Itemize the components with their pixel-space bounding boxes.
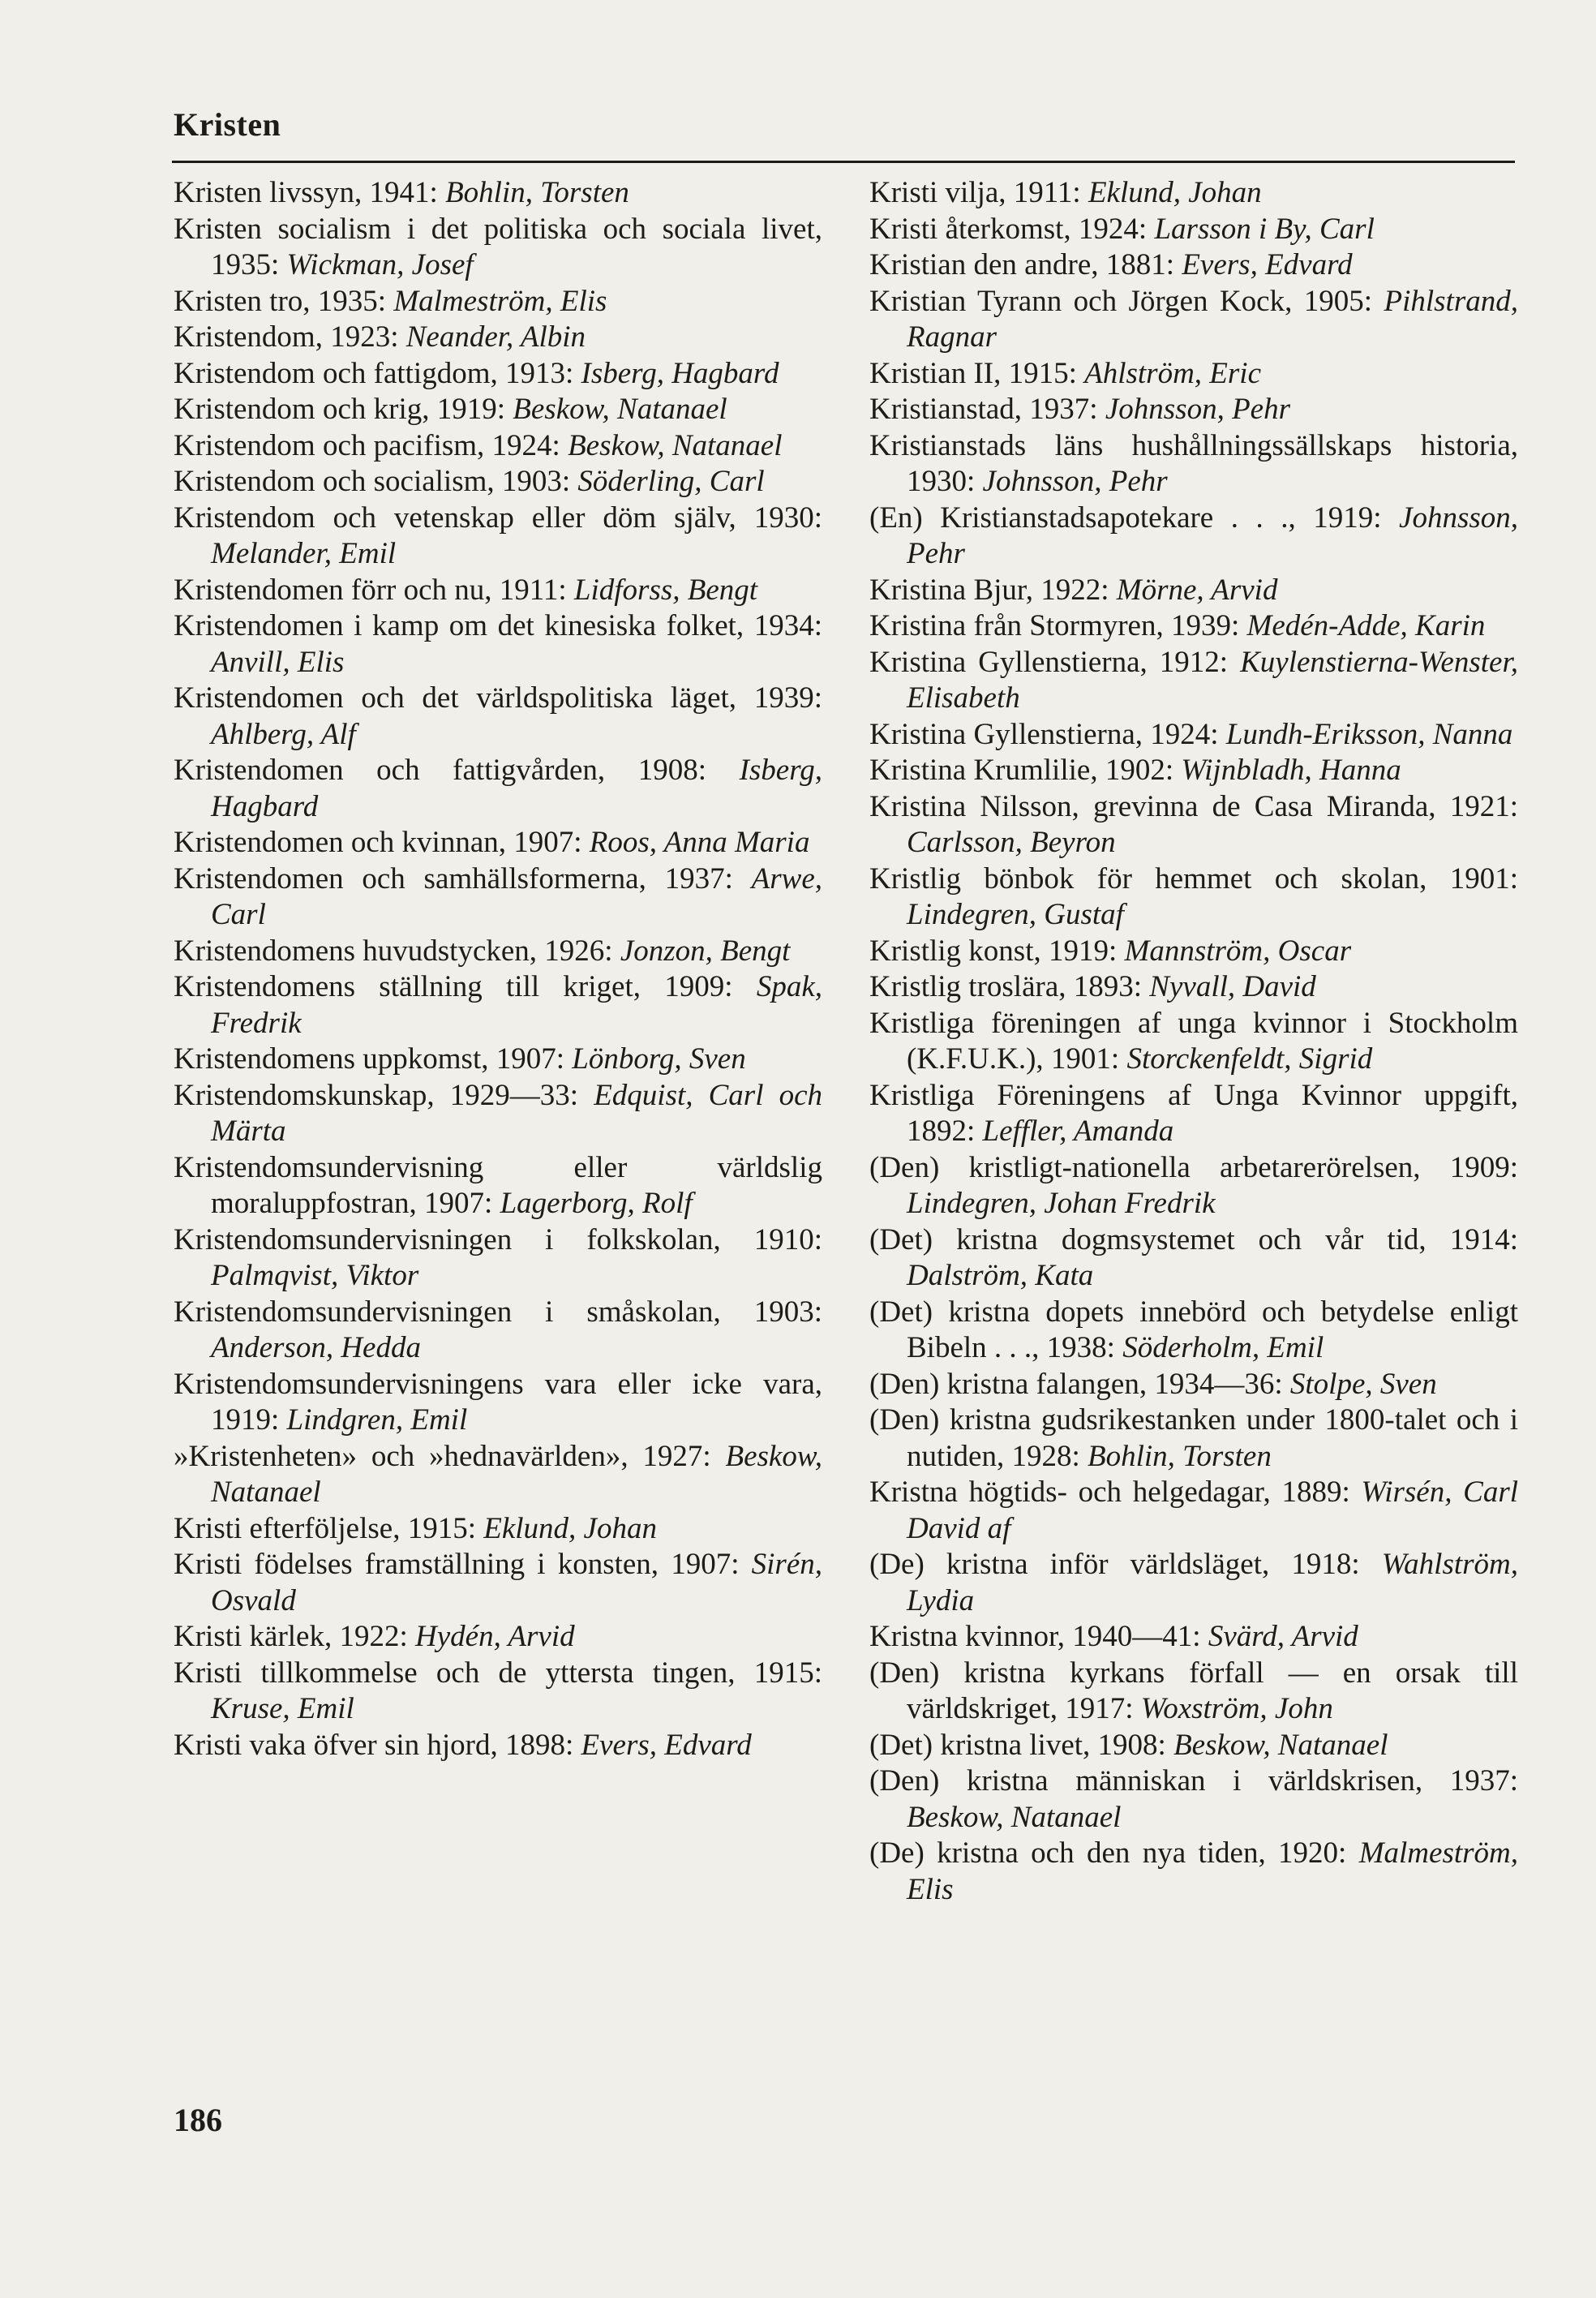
catalog-entry [869, 861, 1518, 934]
catalog-entry [174, 464, 822, 500]
entry-author: Wickman, Josef [286, 248, 474, 281]
entry-title: Kristen tro, 1935: [174, 284, 394, 318]
catalog-entry [869, 645, 1518, 717]
entry-title: Kristen livssyn, 1941: [174, 176, 446, 209]
entry-author: Beskow, Natanael [513, 393, 727, 426]
catalog-entry [869, 1367, 1518, 1403]
catalog-entry [869, 1656, 1518, 1728]
catalog-entry [174, 1728, 822, 1764]
entry-author: Wirsén, Carl David af [907, 1475, 1518, 1545]
entry-author: Edquist, Carl och Märta [211, 1078, 823, 1148]
entry-title: (Den) kristna gudsrikestanken under 1800-talet och i nutiden, 1928: [869, 1403, 1518, 1473]
catalog-entry [869, 1150, 1518, 1222]
catalog-entry [869, 1619, 1518, 1656]
entry-title: Kristina Gyllenstierna, 1912: [869, 645, 1241, 679]
catalog-entry [174, 392, 822, 428]
entry-author: Malmeström, Elis [393, 284, 607, 318]
catalog-entry [869, 1222, 1518, 1295]
entry-title: (De) kristna och den nya tiden, 1920: [869, 1836, 1359, 1870]
entry-author: Wahlström, Lydia [907, 1548, 1518, 1617]
entry-title: Kristlig konst, 1919: [869, 934, 1125, 968]
entry-author: Bohlin, Torsten [445, 176, 629, 209]
entry-title: Kristendom och socialism, 1903: [174, 465, 578, 498]
entry-author: Lindgren, Emil [286, 1403, 468, 1437]
entry-author: Johnsson, Pehr [1105, 393, 1290, 426]
entry-title: Kristina Bjur, 1922: [869, 573, 1117, 607]
entry-author: Isberg, Hagbard [211, 754, 822, 823]
entry-title: Kristlig bönbok för hemmet och skolan, 1901: [869, 861, 1518, 896]
entry-author: Leffler, Amanda [982, 1115, 1174, 1148]
entry-author: Lundh-Eriksson, Nanna [1225, 717, 1513, 751]
entry-author: Stolpe, Sven [1289, 1367, 1437, 1401]
catalog-entry [869, 284, 1518, 356]
catalog-entry [174, 1439, 822, 1511]
entry-title: Kristina Nilsson, grevinna de Casa Miranda, 1921: [869, 789, 1518, 823]
catalog-entry [869, 608, 1518, 645]
entry-author: Kuylenstierna-Wenster, Elisabeth [907, 645, 1518, 715]
entry-title: Kristendomens uppkomst, 1907: [174, 1042, 573, 1076]
catalog-entry [869, 1836, 1518, 1908]
catalog-entry [869, 247, 1518, 284]
entry-title: Kristendomens huvudstycken, 1926: [174, 934, 620, 968]
page-number: 186 [174, 2102, 222, 2138]
catalog-entry [174, 428, 822, 465]
entry-title: Kristi kärlek, 1922: [174, 1620, 416, 1653]
catalog-entry [174, 1295, 822, 1367]
entry-author: Woxström, John [1140, 1692, 1333, 1725]
entry-author: Medén-Adde, Karin [1246, 609, 1486, 642]
entry-title: Kristendom, 1923: [174, 320, 406, 354]
entry-author: Svärd, Arvid [1208, 1620, 1358, 1653]
catalog-entry [869, 392, 1518, 428]
entry-title: Kristi vaka öfver sin hjord, 1898: [174, 1728, 581, 1762]
catalog-entry [869, 175, 1518, 212]
catalog-entry [869, 428, 1518, 500]
catalog-entry [174, 753, 822, 825]
catalog-entry [174, 320, 822, 356]
entry-title: (Det) kristna dopets innebörd och betydelse enligt Bibeln . . ., 1938: [869, 1295, 1518, 1364]
entry-author: Evers, Edvard [1182, 248, 1353, 281]
entry-title: Kristendomen förr och nu, 1911: [174, 573, 574, 607]
running-head: Kristen [174, 106, 281, 143]
entry-author: Roos, Anna Maria [589, 826, 810, 859]
entry-title: Kristian Tyrann och Jörgen Kock, 1905: [869, 284, 1384, 318]
left-column [174, 175, 822, 1763]
entry-author: Lindegren, Gustaf [907, 898, 1124, 931]
entry-title: Kristina från Stormyren, 1939: [869, 609, 1247, 642]
entry-author: Eklund, Johan [483, 1511, 657, 1545]
catalog-entry [869, 1763, 1518, 1836]
catalog-entry [869, 1295, 1518, 1367]
catalog-entry [869, 573, 1518, 609]
catalog-entry [174, 969, 822, 1042]
entry-title: Kristliga Föreningens af Unga Kvinnor uppgift, 1892: [869, 1078, 1518, 1148]
entry-title: Kristendomsundervisningen i småskolan, 1903: [174, 1295, 822, 1329]
header-rule [172, 161, 1515, 163]
catalog-entry [174, 1547, 822, 1619]
entry-title: Kristna kvinnor, 1940—41: [869, 1620, 1208, 1653]
catalog-entry [869, 1475, 1518, 1547]
entry-title: Kristendomskunskap, 1929—33: [174, 1078, 594, 1112]
catalog-entry [174, 212, 822, 284]
catalog-entry [174, 1042, 822, 1078]
entry-title: Kristlig troslära, 1893: [869, 970, 1150, 1003]
entry-author: Lidforss, Bengt [573, 573, 758, 607]
entry-title: Kristian II, 1915: [869, 356, 1085, 390]
catalog-entry [174, 284, 822, 320]
entry-title: Kristina Gyllenstierna, 1924: [869, 717, 1226, 751]
entry-author: Isberg, Hagbard [581, 356, 779, 390]
entry-author: Mörne, Arvid [1116, 573, 1278, 607]
entry-author: Larsson i By, Carl [1154, 212, 1375, 246]
entry-author: Nyvall, David [1149, 970, 1316, 1003]
entry-author: Anvill, Elis [211, 645, 345, 679]
entry-author: Johnsson, Pehr [982, 465, 1168, 498]
entry-author: Beskow, Natanael [568, 428, 783, 462]
entry-author: Dalström, Kata [907, 1259, 1094, 1292]
entry-title: Kristi efterföljelse, 1915: [174, 1511, 484, 1545]
entry-title: (Den) kristna falangen, 1934—36: [869, 1367, 1290, 1401]
entry-author: Neander, Albin [405, 320, 586, 354]
entry-author: Jonzon, Bengt [620, 934, 791, 968]
catalog-entry [174, 500, 822, 573]
entry-author: Eklund, Johan [1088, 176, 1262, 209]
entry-author: Kruse, Emil [211, 1692, 354, 1725]
entry-title: Kristendom och fattigdom, 1913: [174, 356, 581, 390]
catalog-entry [174, 934, 822, 970]
entry-author: Wijnbladh, Hanna [1181, 754, 1401, 787]
entry-title: (Det) kristna dogmsystemet och vår tid, 1914: [869, 1222, 1518, 1256]
entry-title: Kristianstads läns hushållningssällskaps historia, 1930: [869, 428, 1518, 498]
entry-title: (Den) kristligt-nationella arbetarerörelsen, 1909: [869, 1150, 1518, 1184]
entry-author: Ahlberg, Alf [211, 717, 356, 751]
catalog-entry [869, 500, 1518, 573]
entry-title: »Kristenheten» och »hednavärlden», 1927: [174, 1439, 726, 1473]
entry-author: Anderson, Hedda [211, 1331, 421, 1364]
entry-author: Söderholm, Emil [1122, 1331, 1324, 1364]
catalog-entry [869, 356, 1518, 393]
entry-author: Pihlstrand, Ragnar [907, 284, 1518, 354]
entry-title: Kristendomsundervisningen i folkskolan, 1910: [174, 1222, 822, 1256]
entry-title: (Det) kristna livet, 1908: [869, 1728, 1174, 1762]
entry-title: Kristendom och pacifism, 1924: [174, 428, 568, 462]
catalog-entry [174, 1222, 822, 1295]
catalog-entry [174, 573, 822, 609]
catalog-entry [174, 861, 822, 934]
entry-author: Arwe, Carl [211, 861, 822, 931]
entry-title: Kristendomen och kvinnan, 1907: [174, 826, 590, 859]
catalog-entry [869, 1547, 1518, 1619]
entry-author: Malmeström, Elis [907, 1836, 1518, 1906]
catalog-entry [174, 1078, 822, 1150]
catalog-entry [174, 1619, 822, 1656]
entry-title: Kristendomens ställning till kriget, 1909: [174, 970, 757, 1003]
entry-title: Kristen socialism i det politiska och sociala livet, 1935: [174, 212, 822, 281]
entry-title: Kristendom och krig, 1919: [174, 393, 513, 426]
entry-author: Lindegren, Johan Fredrik [907, 1187, 1216, 1220]
entry-title: Kristi tillkommelse och de yttersta tingen, 1915: [174, 1656, 822, 1690]
catalog-entry [869, 717, 1518, 754]
entry-title: Kristendomen och samhällsformerna, 1937: [174, 861, 752, 896]
entry-author: Beskow, Natanael [211, 1439, 822, 1509]
catalog-entry [869, 969, 1518, 1006]
entry-title: (Den) kristna människan i världskrisen, 1937: [869, 1764, 1518, 1798]
entry-author: Spak, Fredrik [211, 970, 822, 1040]
entry-author: Söderling, Carl [577, 465, 765, 498]
entry-author: Sirén, Osvald [211, 1548, 822, 1617]
entry-title: Kristian den andre, 1881: [869, 248, 1182, 281]
entry-title: Kristliga föreningen af unga kvinnor i Stockholm (K.F.U.K.), 1901: [869, 1006, 1518, 1076]
entry-title: (En) Kristianstadsapotekare . . ., 1919: [869, 500, 1400, 535]
entry-author: Hydén, Arvid [415, 1620, 575, 1653]
entry-author: Palmqvist, Viktor [211, 1259, 419, 1292]
entry-title: Kristi födelses framställning i konsten, 1907: [174, 1548, 752, 1581]
entry-title: Kristi vilja, 1911: [869, 176, 1088, 209]
entry-title: Kristna högtids- och helgedagar, 1889: [869, 1475, 1362, 1509]
catalog-entry [174, 356, 822, 393]
catalog-entry [869, 1728, 1518, 1764]
right-column [869, 175, 1518, 1908]
entry-author: Beskow, Natanael [907, 1800, 1122, 1834]
entry-author: Bohlin, Torsten [1088, 1439, 1272, 1473]
entry-title: Kristendomsundervisning eller världslig moraluppfostran, 1907: [174, 1150, 822, 1220]
entry-title: (De) kristna inför världsläget, 1918: [869, 1548, 1382, 1581]
entry-author: Storckenfeldt, Sigrid [1126, 1042, 1373, 1076]
catalog-entry [869, 212, 1518, 248]
entry-title: Kristianstad, 1937: [869, 393, 1105, 426]
catalog-entry [174, 175, 822, 212]
entry-author: Evers, Edvard [581, 1728, 752, 1762]
entry-author: Ahlström, Eric [1084, 356, 1262, 390]
entry-title: Kristi återkomst, 1924: [869, 212, 1155, 246]
entry-author: Melander, Emil [211, 537, 397, 570]
entry-author: Beskow, Natanael [1173, 1728, 1388, 1762]
catalog-entry [869, 789, 1518, 861]
catalog-entry [869, 934, 1518, 970]
catalog-entry [174, 825, 822, 861]
catalog-entry [869, 1402, 1518, 1475]
catalog-entry [869, 1078, 1518, 1150]
catalog-entry [174, 608, 822, 681]
entry-title: Kristendomsundervisningens vara eller icke vara, 1919: [174, 1367, 822, 1437]
catalog-entry [174, 1656, 822, 1728]
catalog-entry [174, 1150, 822, 1222]
entry-author: Carlsson, Beyron [907, 826, 1116, 859]
entry-author: Lönborg, Sven [572, 1042, 746, 1076]
catalog-entry [869, 753, 1518, 789]
entry-title: Kristina Krumlilie, 1902: [869, 754, 1182, 787]
catalog-entry [174, 1511, 822, 1548]
entry-author: Lagerborg, Rolf [500, 1187, 693, 1220]
catalog-entry [869, 1006, 1518, 1078]
entry-title: Kristendomen och fattigvården, 1908: [174, 754, 740, 787]
catalog-entry [174, 1367, 822, 1439]
entry-author: Johnsson, Pehr [907, 500, 1518, 570]
entry-title: (Den) kristna kyrkans förfall — en orsak till världskriget, 1917: [869, 1656, 1518, 1725]
catalog-entry [174, 681, 822, 753]
entry-title: Kristendomen och det världspolitiska läget, 1939: [174, 681, 822, 715]
entry-title: Kristendomen i kamp om det kinesiska folket, 1934: [174, 609, 822, 642]
entry-author: Mannström, Oscar [1124, 934, 1352, 968]
entry-title: Kristendom och vetenskap eller döm själv, 1930: [174, 500, 822, 535]
